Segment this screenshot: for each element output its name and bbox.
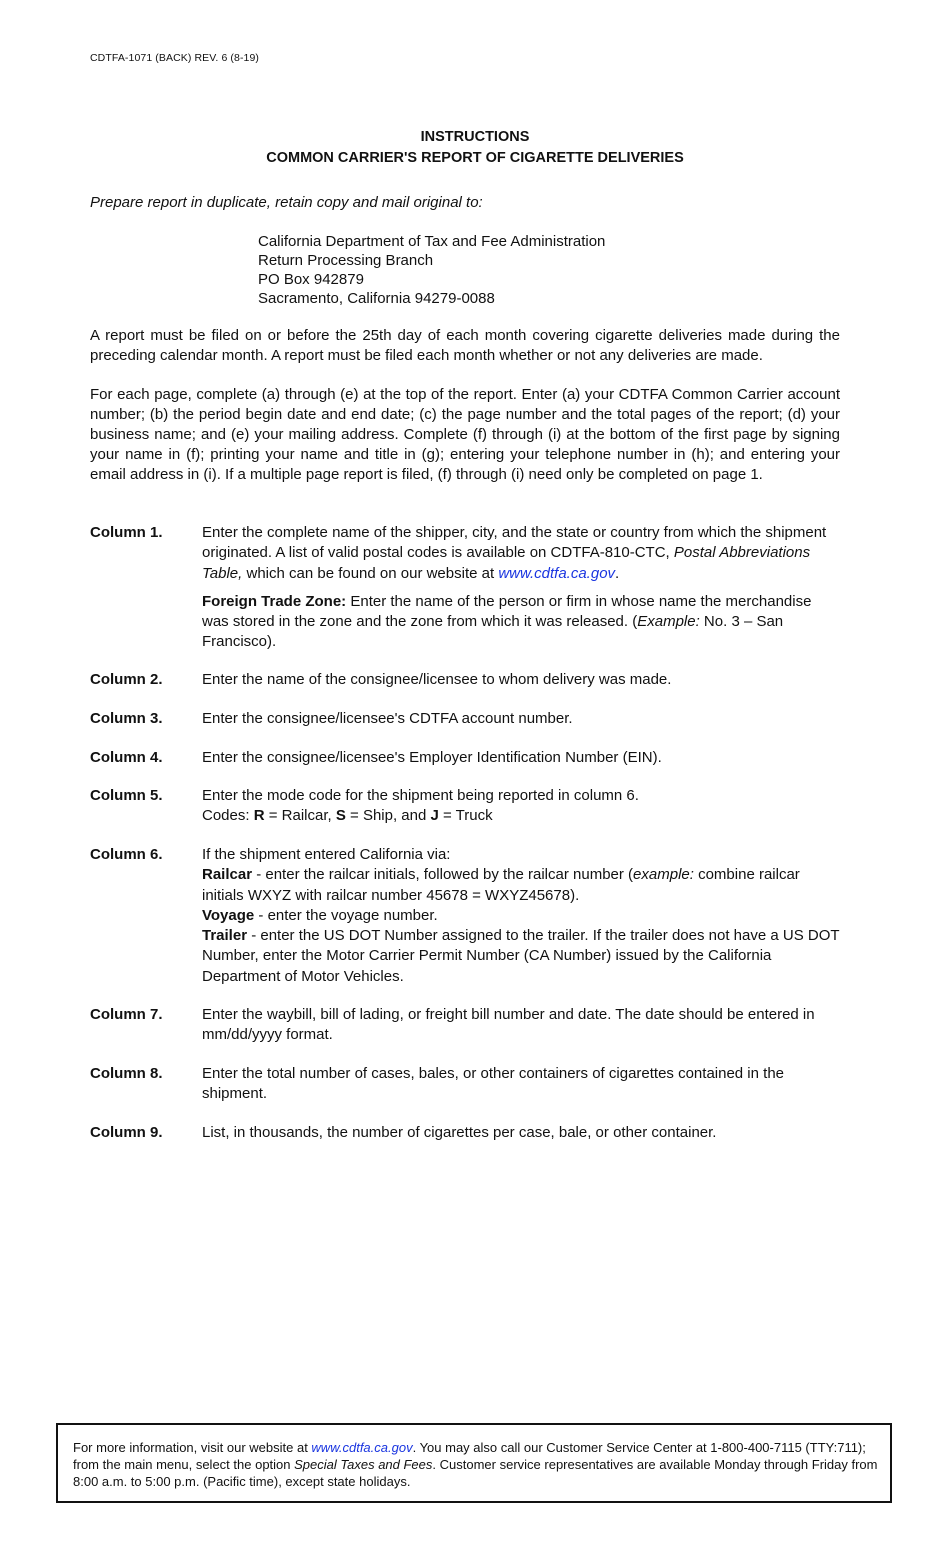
- trailer-instruction: Trailer - enter the US DOT Number assigned to the trailer. If the trailer does not have a US DOT Number, enter the Motor Carrier Permit Number (CA Number) issued by the California Department of Motor Vehicles.: [202, 927, 840, 985]
- mode-codes: Codes: R = Railcar, S = Ship, and J = Truck: [202, 807, 493, 825]
- column-label: Column 2.: [90, 671, 163, 688]
- filing-deadline-paragraph: A report must be filed on or before the 25th day of each month covering cigarette deliveries made during the preceding calendar month. A report must be filed each month whether or not any deliveries are made.: [90, 327, 840, 364]
- column-label: Column 9.: [90, 1124, 163, 1141]
- column-1-instruction: [90, 523, 840, 653]
- column-text: Enter the name of the consignee/licensee to whom delivery was made.: [202, 671, 672, 688]
- column-label: Column 3.: [90, 710, 163, 727]
- column-5-instruction: [90, 786, 840, 827]
- column-label: Column 8.: [90, 1065, 163, 1082]
- footer-website-link[interactable]: www.cdtfa.ca.gov: [311, 1440, 413, 1455]
- column-7-instruction: [90, 1005, 840, 1046]
- foreign-trade-zone-note: Foreign Trade Zone: Enter the name of the person or firm in whose name the merchandise was stored in the zone and the zone from which it was released. (Example: No. 3 – San Francisco).: [202, 592, 812, 651]
- page-title: [0, 127, 950, 169]
- column-3-instruction: [90, 709, 840, 729]
- column-text: Enter the complete name of the shipper, city, and the state or country from which the shipment originated. A list of valid postal codes is available on CDTFA-810-CTC, Postal Abbreviations Table, which can be found on our website at www.cdtfa.ca.gov. Foreign Trade Zone: Enter the name of the person or firm in whose name the merchandise was stored in the zone and the zone from which it was released. (Example: No. 3 – San Francisco).: [202, 523, 840, 653]
- voyage-instruction: Voyage - enter the voyage number.: [202, 906, 438, 924]
- column-2-instruction: [90, 670, 840, 690]
- column-label: Column 1.: [90, 524, 163, 541]
- column-6-instruction: [90, 845, 840, 987]
- railcar-instruction: Railcar - enter the railcar initials, followed by the railcar number (example: combine railcar initials WXYZ with railcar number 45678 = WXYZ45678).: [202, 866, 800, 904]
- footer-info-box: [56, 1423, 892, 1503]
- mailing-instruction: Prepare report in duplicate, retain copy and mail original to:: [90, 194, 483, 211]
- address-line-3: PO Box 942879: [258, 271, 364, 288]
- address-line-1: California Department of Tax and Fee Administration: [258, 233, 606, 250]
- column-label: Column 5.: [90, 787, 163, 804]
- column-text: Enter the total number of cases, bales, or other containers of cigarettes contained in the shipment.: [202, 1065, 785, 1103]
- footer-text: For more information, visit our website at www.cdtfa.ca.gov. You may also call our Customer Service Center at 1-800-400-7115 (TTY:711); from the main menu, select the option Special Taxes and Fees. Customer service representatives are available Monday through Friday from 8:00 a.m. to 5:00 p.m. (Pacific time), except state holidays.: [73, 1440, 878, 1489]
- column-4-instruction: [90, 748, 840, 768]
- mailing-address: [258, 232, 605, 308]
- column-label: Column 4.: [90, 749, 163, 766]
- column-text: Enter the consignee/licensee's Employer Identification Number (EIN).: [202, 749, 662, 766]
- column-text: If the shipment entered California via: Railcar - enter the railcar initials, followed by the railcar number (example: combine railcar initials WXYZ with railcar number 45678 = WXYZ45678). Voyage - enter the voyage number. Trailer - enter the US DOT Number assigned to the trailer. If the trailer does not have a US DOT Number, enter the Motor Carrier Permit Number (CA Number) issued by the California Department of Motor Vehicles.: [202, 845, 840, 987]
- title-line-1: INSTRUCTIONS: [420, 129, 530, 145]
- website-link[interactable]: www.cdtfa.ca.gov: [498, 564, 616, 582]
- form-number: CDTFA-1071 (BACK) REV. 6 (8-19): [90, 52, 260, 64]
- column-label: Column 7.: [90, 1006, 163, 1023]
- column-8-instruction: [90, 1064, 840, 1105]
- column-text: Enter the waybill, bill of lading, or freight bill number and date. The date should be entered in mm/dd/yyyy format.: [202, 1006, 815, 1044]
- page-completion-paragraph: For each page, complete (a) through (e) at the top of the report. Enter (a) your CDTFA Common Carrier account number; (b) the period begin date and end date; (c) the page number and the total pages of the report; (d) your business name; and (e) your mailing address. Complete (f) through (i) at the bottom of the first page by signing your name in (f); printing your name and title in (g); entering your telephone number in (h); and entering your email address in (i). If a multiple page report is filed, (f) through (i) need only be completed on page 1.: [90, 386, 840, 483]
- column-text: Enter the mode code for the shipment being reported in column 6. Codes: R = Railcar, S = Ship, and J = Truck: [202, 786, 840, 827]
- column-text: List, in thousands, the number of cigarettes per case, bale, or other container.: [202, 1124, 717, 1141]
- address-line-2: Return Processing Branch: [258, 252, 434, 269]
- title-line-2: COMMON CARRIER'S REPORT OF CIGARETTE DELIVERIES: [266, 150, 684, 166]
- address-line-4: Sacramento, California 94279-0088: [258, 290, 495, 307]
- column-9-instruction: [90, 1123, 840, 1143]
- column-label: Column 6.: [90, 846, 163, 863]
- column-text: Enter the consignee/licensee's CDTFA account number.: [202, 710, 573, 727]
